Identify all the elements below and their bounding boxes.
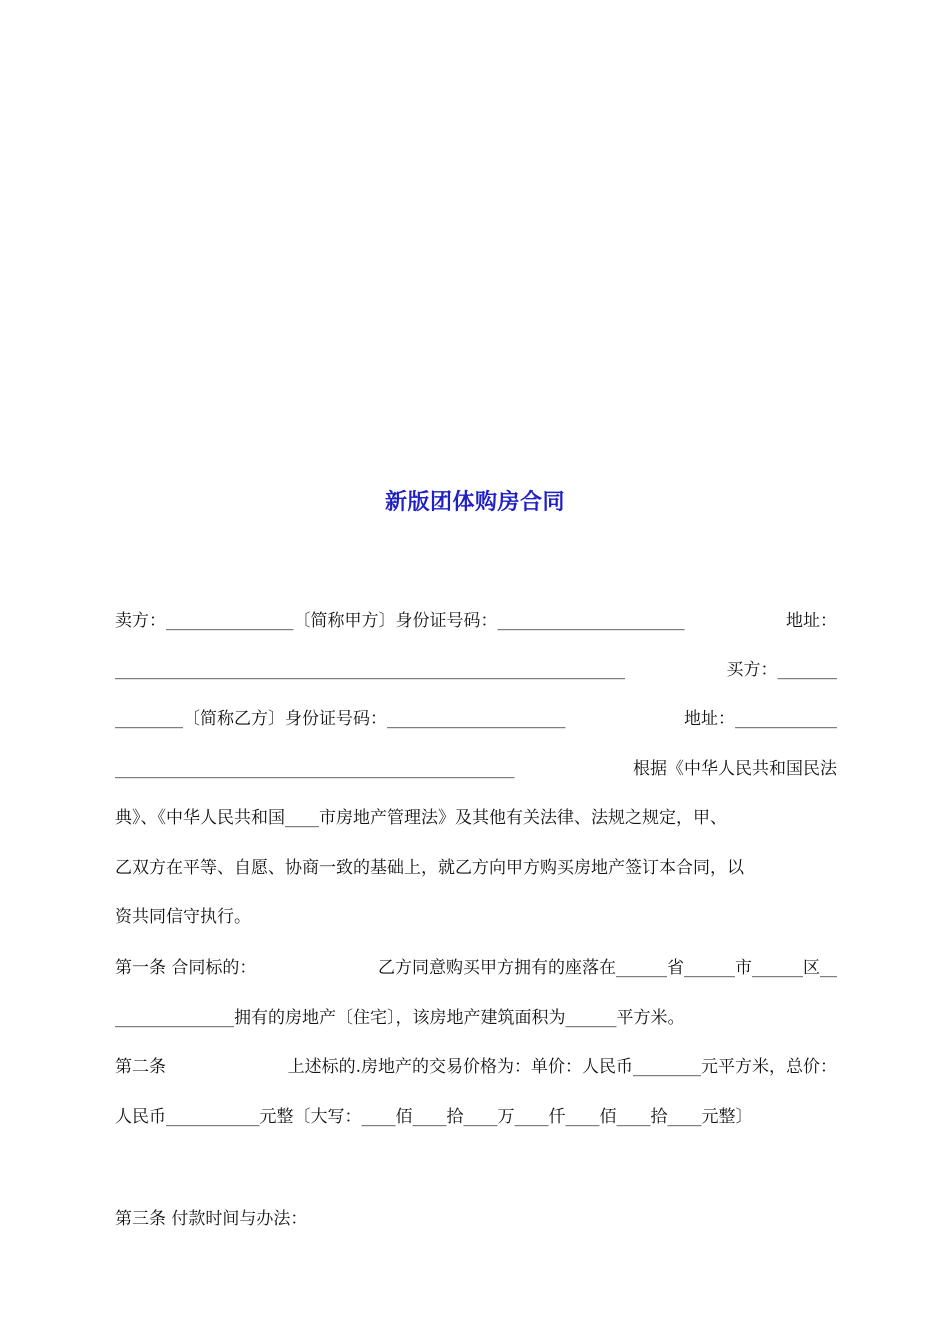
article-2-text: 上述标的.房地产的交易价格为：单价：人民币________元平方米，总价： bbox=[287, 1057, 837, 1077]
article-3-heading: 第三条 付款时间与办法： bbox=[115, 1209, 308, 1229]
article-1-heading: 第一条 合同标的： bbox=[115, 958, 257, 978]
buyer-label-text: 买方：_______ bbox=[726, 660, 837, 680]
seller-address-line bbox=[115, 655, 837, 685]
article-2-line bbox=[115, 1052, 837, 1082]
article-2-heading: 第二条 bbox=[115, 1057, 166, 1077]
document-title: 新版团体购房合同 bbox=[384, 490, 565, 515]
seller-address-blank: ____________________________________________________________ bbox=[115, 660, 625, 680]
buyer-address-blank: _______________________________________________ bbox=[115, 759, 515, 779]
article-2-continuation: 人民币___________元整〔大写：____佰____拾____万____仟____佰____拾____元整〕 bbox=[115, 1107, 753, 1127]
preamble-start: 根据《中华人民共和国民法 bbox=[633, 759, 837, 779]
preamble-line-2: 乙双方在平等、自愿、协商一致的基础上，就乙方向甲方购买房地产签订本合同，以 bbox=[115, 858, 744, 878]
buyer-address-label: 地址：____________ bbox=[684, 709, 837, 729]
article-1-line bbox=[115, 953, 837, 983]
seller-id-text: 卖方：_______________〔简称甲方〕身份证号码：______________________ bbox=[115, 611, 685, 631]
seller-address-label: 地址： bbox=[786, 611, 837, 631]
buyer-id-text: ________〔简称乙方〕身份证号码：_____________________ bbox=[115, 709, 566, 729]
preamble-line-3: 资共同信守执行。 bbox=[115, 907, 251, 927]
article-1-continuation: ______________拥有的房地产〔住宅〕，该房地产建筑面积为______平方米。 bbox=[115, 1008, 685, 1028]
article-1-text: 乙方同意购买甲方拥有的座落在______省______市______区__ bbox=[378, 958, 837, 978]
seller-line bbox=[115, 606, 837, 636]
buyer-address-line bbox=[115, 754, 837, 784]
preamble-line-1: 典》、《中华人民共和国____市房地产管理法》及其他有关法律、法规之规定，甲、 bbox=[115, 808, 727, 828]
buyer-line bbox=[115, 704, 837, 734]
